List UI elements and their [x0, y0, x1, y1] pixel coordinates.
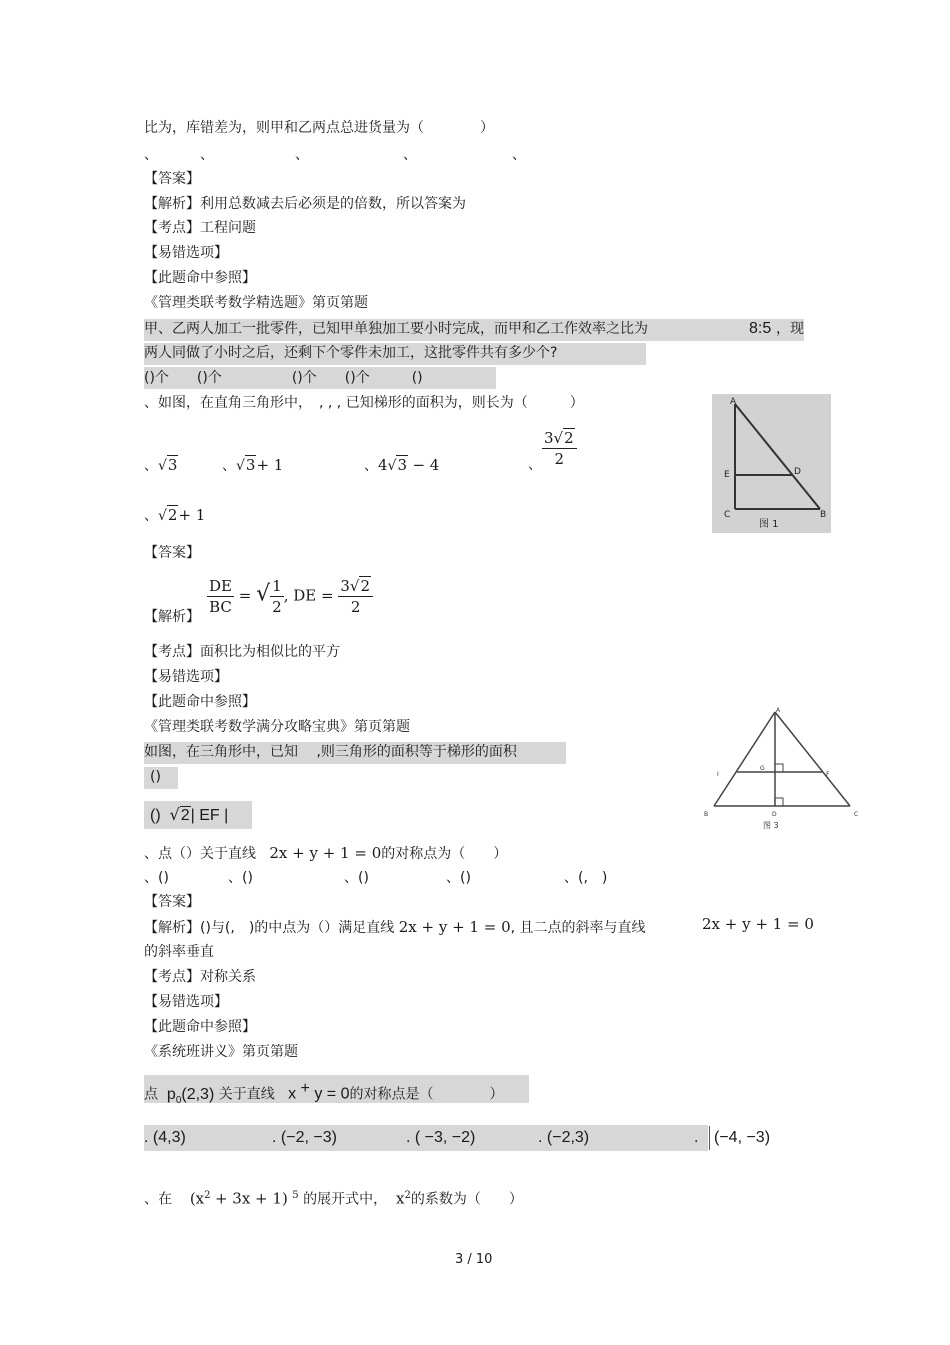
ref3-point-coords: (2,3) — [181, 1085, 215, 1103]
ref3-option-c: . ( −3, −2) — [406, 1129, 476, 1146]
q4-stem-c: 的系数为（ ） — [410, 1191, 523, 1208]
fraction-denominator: 2 — [350, 598, 361, 616]
ref2-ef: | EF | — [190, 807, 229, 824]
q2-option-d: $\frac{3√2}{2}$ — [542, 428, 577, 469]
q4-expr-a: (x — [189, 1189, 205, 1208]
radicand: 3 — [245, 456, 256, 474]
q1-option-sep-d: 、 — [403, 147, 417, 163]
question-3-stem — [144, 843, 507, 864]
q4-stem-b: 的展开式中， — [303, 1191, 388, 1208]
reference-label: 【此题命中参照】 — [144, 1019, 256, 1035]
q3-line-equation: 2x + y + 1 = 0 — [269, 844, 382, 862]
option-tail: + 1 — [256, 456, 284, 474]
fraction-numerator: 1 — [272, 577, 282, 595]
option-sep: 、 — [144, 508, 158, 524]
question-1-stem: 比为，库错差为，则甲和乙两点总进货量为（ ） — [144, 120, 494, 136]
q2-option-d-sep: 、 — [528, 457, 542, 473]
fraction-numerator: DE — [209, 577, 232, 595]
radicand: 2 — [167, 506, 178, 524]
q4-x-exp: 2 — [404, 1190, 411, 1201]
ref3-tail: 的对称点是（ ） — [349, 1086, 504, 1103]
q4-expr-b: + 3x + 1) — [214, 1189, 288, 1208]
answer-label: 【答案】 — [144, 171, 200, 187]
analysis-part-c: 的斜率垂直 — [144, 944, 214, 960]
q1-option-sep-a: 、 — [144, 147, 158, 163]
ref3-option-a: . (4,3) — [144, 1129, 186, 1146]
option-tail: + 1 — [178, 506, 206, 524]
fig1-label-e: E — [724, 470, 730, 480]
q3-option-c: 、() — [344, 870, 369, 886]
error-option-label: 【易错选项】 — [144, 994, 228, 1010]
reference-label: 【此题命中参照】 — [144, 270, 256, 286]
ref1-line-1-end: ，现 — [776, 321, 804, 337]
q2-option-c: 、4√3 − 4 — [364, 456, 440, 474]
fig3-label-d: D — [772, 811, 777, 818]
ref3-rest: y = 0 — [314, 1085, 350, 1103]
q3-stem-b: 的对称点为（ ） — [381, 846, 508, 862]
q4-x: x — [395, 1189, 405, 1208]
q3-option-e: 、(, ) — [564, 870, 608, 886]
answer-label: 【答案】 — [144, 894, 200, 910]
q4-exp-2: 2 — [204, 1190, 211, 1201]
question-2-stem: 、如图，在直角三角形中， , , , 已知梯形的面积为，则长为（ ） — [144, 395, 584, 411]
topic-text: 【考点】对称关系 — [144, 969, 256, 985]
line-equation-2: 2x + y + 1 = 0 — [702, 915, 814, 933]
coefficient: 4 — [378, 456, 388, 474]
coefficient: 3 — [544, 429, 554, 447]
ref1-ratio: 8:5 — [749, 320, 772, 337]
q4-exp-5: 5 — [292, 1190, 299, 1201]
ref2-line-3: () √2| EF | — [150, 805, 229, 824]
q2-option-b: 、√3+ 1 — [222, 456, 284, 474]
ref1-line-3: ()个 ()个 ()个 ()个 () — [144, 370, 423, 386]
error-option-label: 【易错选项】 — [144, 245, 228, 261]
ref3-option-e: . — [694, 1129, 699, 1146]
page-number: 3 / 10 — [455, 1252, 493, 1267]
denominator: 2 — [554, 450, 565, 468]
ref3-mid: 关于直线 — [218, 1086, 275, 1103]
q3-option-a: 、() — [144, 870, 169, 886]
ref3-option-b: . (−2, −3) — [272, 1129, 337, 1146]
q3-option-b: 、() — [228, 870, 253, 886]
fig1-label-d: D — [794, 467, 801, 477]
error-option-label: 【易错选项】 — [144, 669, 228, 685]
radicand: 3 — [397, 456, 408, 474]
fig1-label-b: B — [820, 510, 827, 520]
ref3-stem — [144, 1079, 503, 1111]
analysis-text: 【解析】利用总数减去后必须是的倍数，所以答案为 — [144, 196, 466, 212]
q1-option-sep-c: 、 — [295, 147, 309, 163]
fig3-label-c: C — [854, 811, 859, 818]
ref1-line-1: 甲、乙两人加工一批零件，已知甲单独加工要小时完成，而甲和乙工作效率之比为 — [144, 321, 648, 337]
coefficient: 3 — [340, 577, 350, 595]
equals-sign: = — [238, 586, 252, 605]
fig1-label-a: A — [730, 397, 737, 407]
ref3-point-name: p — [166, 1085, 176, 1103]
row-divider — [709, 1126, 710, 1150]
analysis-part-a: 【解析】()与(, )的中点为（）满足直线 — [144, 920, 395, 936]
ref3-x: x — [288, 1085, 297, 1103]
ref2-line-2: () — [150, 769, 161, 785]
fig3-label-a: A — [776, 707, 781, 714]
ref3-plus: + — [300, 1080, 310, 1097]
line-equation: 2x + y + 1 = 0 — [398, 918, 511, 936]
reference-label: 【此题命中参照】 — [144, 694, 256, 710]
ref1-line-2: 两人同做了小时之后，还剩下个零件未加工，这批零件共有多少个? — [144, 345, 558, 361]
option-tail: − 4 — [412, 456, 440, 474]
question-4-stem — [144, 1186, 523, 1210]
option-sep: 、 — [144, 458, 158, 474]
option-sep: 、 — [222, 458, 236, 474]
analysis-text — [144, 917, 646, 938]
radicand: 3 — [167, 456, 178, 474]
q4-stem-a: 、在 — [144, 1191, 172, 1208]
reference-source: 《系统班讲义》第页第题 — [144, 1044, 298, 1060]
q1-option-sep-b: 、 — [200, 147, 214, 163]
fraction-denominator: 2 — [272, 598, 282, 616]
ref3-point-sub: 0 — [175, 1094, 182, 1106]
fig1-caption: 图 1 — [759, 519, 779, 530]
fig1-label-c: C — [724, 510, 731, 520]
figure-1 — [712, 394, 831, 533]
q3-stem-a: 、点（）关于直线 — [144, 846, 256, 862]
q3-option-d: 、() — [446, 870, 471, 886]
figure-3 — [700, 706, 870, 836]
radicand: 2 — [360, 577, 370, 595]
fig3-caption: 图 3 — [763, 821, 779, 830]
ref2-option: () — [150, 807, 161, 824]
analysis-label: 【解析】 — [144, 609, 200, 625]
ref2-line-1: 如图，在三角形中，已知 ,则三角形的面积等于梯形的面积 — [144, 744, 517, 760]
fig3-label-i: I — [717, 771, 719, 778]
ref3-option-e-value: (−4, −3) — [714, 1129, 771, 1146]
q2-option-e: 、√2+ 1 — [144, 506, 206, 524]
ref3-point-word: 点 — [144, 1086, 158, 1103]
topic-text: 【考点】工程问题 — [144, 220, 256, 236]
option-sep: 、 — [364, 458, 378, 474]
q1-option-sep-e: 、 — [512, 147, 526, 163]
radicand: 2 — [180, 807, 190, 824]
fig3-label-f: F — [826, 771, 830, 778]
fig3-label-b: B — [704, 811, 709, 818]
figure-1-triangle — [712, 394, 831, 533]
answer-label: 【答案】 — [144, 545, 200, 561]
formula-mid: , DE = — [283, 586, 334, 605]
fig3-label-g: G — [760, 765, 765, 772]
q2-option-a: 、√3 — [144, 456, 178, 474]
analysis-part-b: , 且二点的斜率与直线 — [510, 920, 646, 936]
reference-source: 《管理类联考数学满分攻略宝典》第页第题 — [144, 719, 410, 735]
topic-text: 【考点】面积比为相似比的平方 — [144, 644, 340, 660]
ref3-option-d: . (−2,3) — [538, 1129, 590, 1146]
reference-source: 《管理类联考数学精选题》第页第题 — [144, 295, 368, 311]
analysis-formula: $\frac{DE}{BC}$ = √ $\frac{1}{2}$ , DE = $\frac{3√2}{2}$ — [207, 576, 373, 617]
radicand: 2 — [564, 429, 574, 447]
fraction-denominator: BC — [209, 598, 232, 616]
